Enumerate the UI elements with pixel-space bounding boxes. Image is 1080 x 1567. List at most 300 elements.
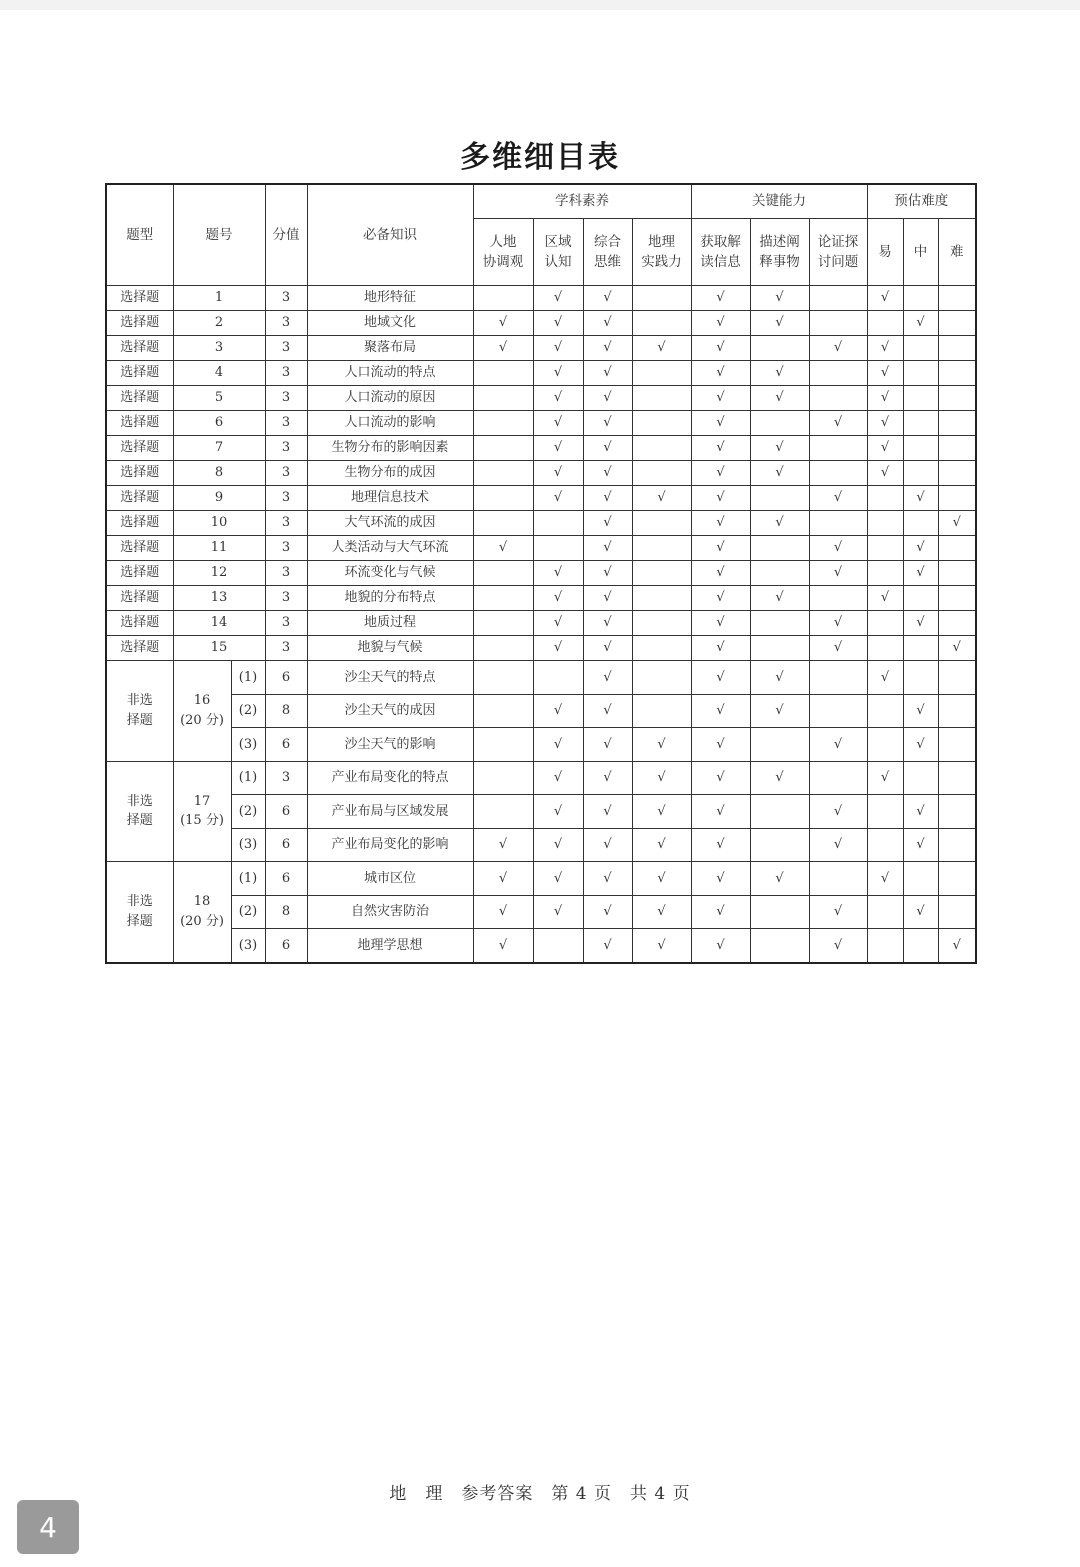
number-cell: 16 (20 分) (173, 661, 231, 762)
check-cell: √ (809, 336, 867, 361)
check-cell (750, 486, 809, 511)
header-group-literacy: 学科素养 (473, 184, 691, 219)
check-cell (632, 661, 691, 695)
header-type: 题型 (106, 184, 173, 286)
check-cell (473, 586, 533, 611)
header-literacy-2: 综合 思维 (583, 219, 632, 286)
score-cell: 6 (265, 661, 307, 695)
table-row (106, 761, 976, 795)
check-cell: √ (691, 611, 750, 636)
check-cell: √ (533, 611, 583, 636)
check-cell: √ (533, 411, 583, 436)
check-cell (632, 561, 691, 586)
check-cell: √ (750, 761, 809, 795)
check-cell: √ (750, 461, 809, 486)
check-cell: √ (809, 636, 867, 661)
check-cell (938, 561, 976, 586)
check-cell: √ (903, 611, 938, 636)
check-cell (533, 536, 583, 561)
check-cell (903, 386, 938, 411)
check-cell (473, 486, 533, 511)
check-cell: √ (583, 561, 632, 586)
check-cell: √ (632, 895, 691, 929)
check-cell: √ (533, 728, 583, 762)
check-cell: √ (691, 311, 750, 336)
score-cell: 3 (265, 386, 307, 411)
table-row (106, 461, 976, 486)
check-cell: √ (691, 511, 750, 536)
check-cell (473, 511, 533, 536)
score-cell: 3 (265, 536, 307, 561)
check-cell (903, 586, 938, 611)
score-cell: 8 (265, 895, 307, 929)
score-cell: 3 (265, 511, 307, 536)
check-cell: √ (583, 436, 632, 461)
check-cell: √ (867, 436, 903, 461)
check-cell: √ (473, 536, 533, 561)
check-cell: √ (632, 486, 691, 511)
sub-number-cell: (3) (231, 728, 265, 762)
knowledge-cell: 地貌的分布特点 (307, 586, 473, 611)
check-cell (473, 286, 533, 311)
check-cell: √ (533, 761, 583, 795)
check-cell: √ (583, 795, 632, 829)
table-row (106, 386, 976, 411)
table-row (106, 311, 976, 336)
check-cell (809, 311, 867, 336)
check-cell (938, 436, 976, 461)
check-cell (938, 311, 976, 336)
score-cell: 6 (265, 795, 307, 829)
page-title: 多维细目表 (460, 140, 620, 175)
sub-number-cell: (1) (231, 661, 265, 695)
check-cell: √ (691, 661, 750, 695)
header-ability-1: 描述阐 释事物 (750, 219, 809, 286)
check-cell: √ (473, 828, 533, 862)
type-cell: 非选 择题 (106, 661, 173, 762)
check-cell: √ (533, 486, 583, 511)
check-cell (750, 828, 809, 862)
number-cell: 8 (173, 461, 265, 486)
check-cell: √ (750, 511, 809, 536)
check-cell (867, 728, 903, 762)
check-cell (632, 361, 691, 386)
check-cell (809, 511, 867, 536)
check-cell (473, 461, 533, 486)
type-cell: 选择题 (106, 336, 173, 361)
check-cell (632, 411, 691, 436)
check-cell (903, 511, 938, 536)
score-cell: 8 (265, 694, 307, 728)
score-cell: 3 (265, 586, 307, 611)
check-cell: √ (691, 486, 750, 511)
number-cell: 1 (173, 286, 265, 311)
check-cell (473, 795, 533, 829)
type-cell: 选择题 (106, 436, 173, 461)
check-cell (938, 895, 976, 929)
check-cell (938, 862, 976, 896)
check-cell (632, 586, 691, 611)
type-cell: 非选 择题 (106, 862, 173, 963)
knowledge-cell: 城市区位 (307, 862, 473, 896)
knowledge-cell: 人口流动的特点 (307, 361, 473, 386)
knowledge-cell: 产业布局变化的影响 (307, 828, 473, 862)
check-cell (750, 895, 809, 929)
check-cell (473, 386, 533, 411)
check-cell: √ (632, 862, 691, 896)
check-cell: √ (809, 486, 867, 511)
check-cell (903, 929, 938, 963)
check-cell (750, 411, 809, 436)
score-cell: 3 (265, 761, 307, 795)
sub-number-cell: (3) (231, 929, 265, 963)
header-group-ability: 关键能力 (691, 184, 867, 219)
header-group-difficulty: 预估难度 (867, 184, 976, 219)
check-cell (473, 611, 533, 636)
number-cell: 10 (173, 511, 265, 536)
check-cell: √ (583, 694, 632, 728)
score-cell: 6 (265, 862, 307, 896)
check-cell: √ (750, 661, 809, 695)
knowledge-cell: 人类活动与大气环流 (307, 536, 473, 561)
check-cell: √ (632, 828, 691, 862)
check-cell: √ (533, 461, 583, 486)
check-cell (903, 661, 938, 695)
check-cell (473, 361, 533, 386)
check-cell: √ (903, 795, 938, 829)
header-difficulty-2: 难 (938, 219, 976, 286)
check-cell (809, 661, 867, 695)
check-cell (809, 862, 867, 896)
check-cell (867, 795, 903, 829)
header-ability-0: 获取解 读信息 (691, 219, 750, 286)
check-cell (809, 761, 867, 795)
check-cell (867, 311, 903, 336)
check-cell: √ (691, 586, 750, 611)
type-cell: 选择题 (106, 611, 173, 636)
check-cell (632, 694, 691, 728)
header-difficulty-0: 易 (867, 219, 903, 286)
knowledge-cell: 地理学思想 (307, 929, 473, 963)
check-cell: √ (691, 436, 750, 461)
header-number: 题号 (173, 184, 265, 286)
table-row (106, 611, 976, 636)
type-cell: 选择题 (106, 461, 173, 486)
check-cell (473, 561, 533, 586)
check-cell (903, 361, 938, 386)
check-cell: √ (533, 336, 583, 361)
sub-number-cell: (1) (231, 862, 265, 896)
knowledge-cell: 大气环流的成因 (307, 511, 473, 536)
number-cell: 9 (173, 486, 265, 511)
check-cell (473, 761, 533, 795)
type-cell: 选择题 (106, 511, 173, 536)
check-cell: √ (809, 536, 867, 561)
score-cell: 6 (265, 929, 307, 963)
check-cell: √ (533, 561, 583, 586)
check-cell: √ (691, 929, 750, 963)
score-cell: 3 (265, 336, 307, 361)
check-cell: √ (632, 929, 691, 963)
check-cell (809, 436, 867, 461)
check-cell: √ (867, 661, 903, 695)
check-cell: √ (533, 386, 583, 411)
check-cell: √ (533, 795, 583, 829)
check-cell (473, 728, 533, 762)
table-row (106, 336, 976, 361)
check-cell: √ (632, 728, 691, 762)
check-cell: √ (583, 636, 632, 661)
check-cell (750, 929, 809, 963)
score-cell: 3 (265, 561, 307, 586)
check-cell (867, 611, 903, 636)
number-cell: 2 (173, 311, 265, 336)
table-row (106, 636, 976, 661)
check-cell: √ (691, 411, 750, 436)
check-cell: √ (809, 895, 867, 929)
check-cell: √ (533, 862, 583, 896)
type-cell: 选择题 (106, 536, 173, 561)
check-cell (938, 536, 976, 561)
top-status-strip (0, 0, 1080, 10)
sub-number-cell: (2) (231, 795, 265, 829)
number-cell: 7 (173, 436, 265, 461)
check-cell (632, 511, 691, 536)
check-cell: √ (867, 761, 903, 795)
check-cell: √ (691, 895, 750, 929)
check-cell (632, 436, 691, 461)
check-cell (809, 286, 867, 311)
check-cell (903, 436, 938, 461)
check-cell: √ (867, 361, 903, 386)
type-cell: 选择题 (106, 561, 173, 586)
check-cell: √ (691, 795, 750, 829)
table-row (106, 286, 976, 311)
check-cell: √ (867, 862, 903, 896)
check-cell: √ (903, 486, 938, 511)
check-cell: √ (533, 636, 583, 661)
check-cell: √ (691, 461, 750, 486)
check-cell: √ (473, 336, 533, 361)
number-cell: 14 (173, 611, 265, 636)
check-cell (938, 411, 976, 436)
check-cell: √ (691, 728, 750, 762)
check-cell (938, 761, 976, 795)
table-row (106, 895, 976, 929)
check-cell: √ (691, 361, 750, 386)
check-cell (938, 336, 976, 361)
check-cell: √ (583, 361, 632, 386)
check-cell: √ (583, 311, 632, 336)
check-cell (809, 694, 867, 728)
check-cell: √ (473, 311, 533, 336)
score-cell: 3 (265, 411, 307, 436)
check-cell (938, 386, 976, 411)
number-cell: 11 (173, 536, 265, 561)
check-cell: √ (533, 828, 583, 862)
check-cell (632, 611, 691, 636)
check-cell: √ (903, 895, 938, 929)
check-cell (938, 828, 976, 862)
header-literacy-3: 地理 实践力 (632, 219, 691, 286)
type-cell: 选择题 (106, 361, 173, 386)
check-cell (632, 461, 691, 486)
check-cell: √ (473, 862, 533, 896)
knowledge-cell: 沙尘天气的特点 (307, 661, 473, 695)
check-cell (632, 636, 691, 661)
check-cell: √ (809, 728, 867, 762)
page-footer: 地 理 参考答案 第 4 页 共 4 页 (389, 1484, 691, 1504)
check-cell: √ (809, 795, 867, 829)
check-cell: √ (583, 895, 632, 929)
table-row (106, 411, 976, 436)
table-row (106, 561, 976, 586)
check-cell (903, 411, 938, 436)
check-cell: √ (533, 311, 583, 336)
check-cell: √ (691, 694, 750, 728)
table-row (106, 536, 976, 561)
check-cell: √ (691, 536, 750, 561)
check-cell: √ (750, 311, 809, 336)
check-cell: √ (691, 561, 750, 586)
check-cell (632, 311, 691, 336)
check-cell (903, 461, 938, 486)
check-cell: √ (809, 411, 867, 436)
check-cell: √ (938, 929, 976, 963)
check-cell: √ (473, 929, 533, 963)
check-cell: √ (809, 828, 867, 862)
check-cell (938, 586, 976, 611)
check-cell: √ (903, 561, 938, 586)
check-cell: √ (583, 386, 632, 411)
check-cell: √ (809, 561, 867, 586)
sub-number-cell: (2) (231, 895, 265, 929)
check-cell (903, 761, 938, 795)
knowledge-cell: 沙尘天气的成因 (307, 694, 473, 728)
check-cell: √ (533, 586, 583, 611)
check-cell: √ (632, 761, 691, 795)
check-cell: √ (750, 436, 809, 461)
check-cell: √ (533, 286, 583, 311)
check-cell: √ (583, 761, 632, 795)
number-cell: 12 (173, 561, 265, 586)
check-cell (938, 361, 976, 386)
check-cell (750, 728, 809, 762)
check-cell (867, 694, 903, 728)
check-cell: √ (533, 361, 583, 386)
check-cell (867, 561, 903, 586)
check-cell: √ (750, 286, 809, 311)
table-row (106, 361, 976, 386)
header-ability-2: 论证探 讨问题 (809, 219, 867, 286)
sub-number-cell: (2) (231, 694, 265, 728)
type-cell: 选择题 (106, 486, 173, 511)
type-cell: 选择题 (106, 386, 173, 411)
check-cell: √ (691, 386, 750, 411)
type-cell: 非选 择题 (106, 761, 173, 862)
table-row (106, 929, 976, 963)
check-cell (867, 895, 903, 929)
knowledge-cell: 聚落布局 (307, 336, 473, 361)
check-cell: √ (583, 862, 632, 896)
check-cell: √ (809, 929, 867, 963)
check-cell (903, 636, 938, 661)
check-cell (867, 828, 903, 862)
knowledge-cell: 沙尘天气的影响 (307, 728, 473, 762)
check-cell (750, 336, 809, 361)
knowledge-cell: 生物分布的影响因素 (307, 436, 473, 461)
header-literacy-1: 区域 认知 (533, 219, 583, 286)
check-cell (473, 436, 533, 461)
knowledge-cell: 人口流动的影响 (307, 411, 473, 436)
check-cell: √ (583, 586, 632, 611)
number-cell: 4 (173, 361, 265, 386)
knowledge-cell: 生物分布的成因 (307, 461, 473, 486)
knowledge-cell: 地域文化 (307, 311, 473, 336)
score-cell: 6 (265, 828, 307, 862)
knowledge-cell: 产业布局变化的特点 (307, 761, 473, 795)
check-cell: √ (583, 411, 632, 436)
check-cell (533, 511, 583, 536)
score-cell: 3 (265, 461, 307, 486)
check-cell: √ (583, 286, 632, 311)
table-row (106, 828, 976, 862)
knowledge-cell: 地形特征 (307, 286, 473, 311)
knowledge-cell: 环流变化与气候 (307, 561, 473, 586)
check-cell: √ (583, 486, 632, 511)
specification-table (105, 183, 977, 964)
check-cell (809, 461, 867, 486)
page-number-badge[interactable]: 4 (17, 1500, 79, 1554)
check-cell (938, 461, 976, 486)
check-cell (938, 486, 976, 511)
check-cell: √ (903, 536, 938, 561)
type-cell: 选择题 (106, 286, 173, 311)
check-cell (809, 386, 867, 411)
number-cell: 6 (173, 411, 265, 436)
check-cell (632, 536, 691, 561)
check-cell: √ (903, 694, 938, 728)
table-row (106, 486, 976, 511)
check-cell (938, 728, 976, 762)
knowledge-cell: 自然灾害防治 (307, 895, 473, 929)
table-row (106, 661, 976, 695)
score-cell: 6 (265, 728, 307, 762)
check-cell (750, 561, 809, 586)
check-cell (750, 611, 809, 636)
check-cell (750, 795, 809, 829)
check-cell: √ (867, 386, 903, 411)
check-cell (867, 536, 903, 561)
check-cell (867, 486, 903, 511)
check-cell: √ (583, 511, 632, 536)
check-cell: √ (750, 862, 809, 896)
score-cell: 3 (265, 636, 307, 661)
check-cell (632, 386, 691, 411)
check-cell: √ (473, 895, 533, 929)
score-cell: 3 (265, 361, 307, 386)
check-cell (809, 586, 867, 611)
table-row (106, 586, 976, 611)
check-cell (903, 286, 938, 311)
number-cell: 3 (173, 336, 265, 361)
check-cell: √ (938, 511, 976, 536)
score-cell: 3 (265, 311, 307, 336)
check-cell: √ (583, 536, 632, 561)
table-row (106, 511, 976, 536)
check-cell: √ (583, 929, 632, 963)
check-cell (938, 661, 976, 695)
